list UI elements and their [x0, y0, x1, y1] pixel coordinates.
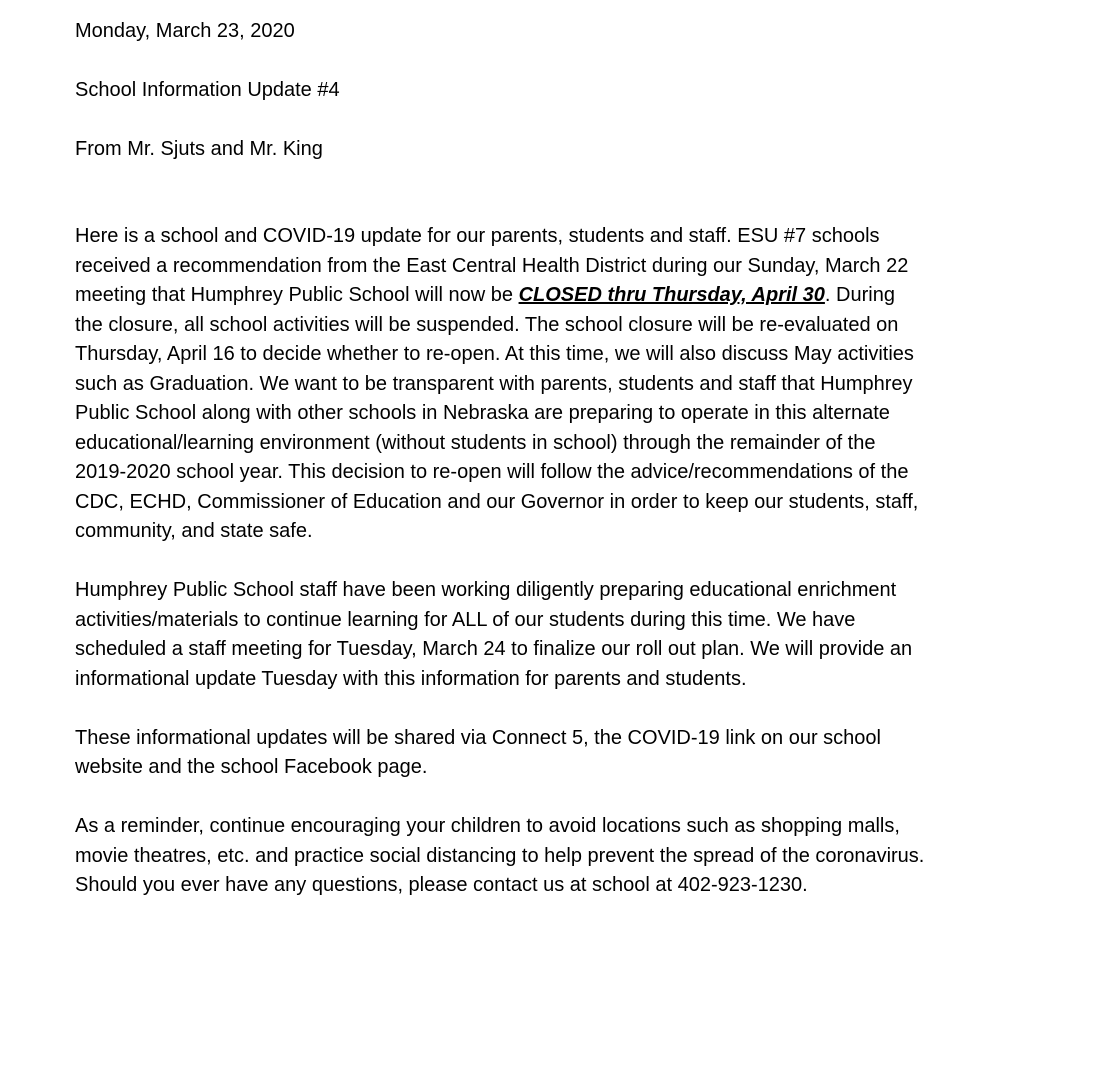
paragraph-closure-update — [75, 222, 1095, 547]
paragraph-line: activities/materials to continue learning for ALL of our students during this time. We have — [75, 608, 856, 631]
paragraph-line: As a reminder, continue encouraging your children to avoid locations such as shopping malls, — [75, 815, 900, 837]
closure-sentence-end: . During — [824, 284, 895, 306]
paragraph-line: Humphrey Public School staff have been working diligently preparing educational enrichment — [75, 579, 897, 601]
paragraph-line: website and the school Facebook page. — [75, 756, 428, 778]
paragraph-line: community, and state safe. — [75, 520, 313, 542]
paragraph-line: the closure, all school activities will be suspended. The school closure will be re-evaluated on — [75, 313, 899, 336]
letter-title: School Information Update #4 — [75, 79, 340, 101]
paragraph-line: These informational updates will be shared via Connect 5, the COVID-19 link on our school — [75, 726, 881, 749]
paragraph-reminder — [75, 812, 1095, 901]
paragraph-staff-preparation — [75, 576, 1095, 694]
paragraph-line: informational update Tuesday with this information for parents and students. — [75, 667, 747, 690]
paragraph-sharing-channels — [75, 724, 1095, 783]
letter-from: From Mr. Sjuts and Mr. King — [75, 138, 323, 160]
paragraph-line: scheduled a staff meeting for Tuesday, March 24 to finalize our roll out plan. We will provide an — [75, 638, 913, 660]
paragraph-line: 2019-2020 school year. This decision to re-open will follow the advice/recommendations of the — [75, 461, 909, 483]
paragraph-line: Thursday, April 16 to decide whether to re-open. At this time, we will also discuss May activities — [75, 343, 914, 365]
paragraph-line: Should you ever have any questions, please contact us at school at 402-923-1230. — [75, 874, 808, 896]
paragraph-line: received a recommendation from the East Central Health District during our Sunday, March 22 — [75, 254, 909, 277]
paragraph-line: such as Graduation. We want to be transparent with parents, students and staff that Humphrey — [75, 372, 913, 395]
paragraph-line: educational/learning environment (without students in school) through the remainder of the — [75, 431, 876, 454]
paragraph-line: CDC, ECHD, Commissioner of Education and our Governor in order to keep our students, staff, — [75, 490, 919, 513]
paragraph-line: Here is a school and COVID-19 update for our parents, students and staff. ESU #7 schools — [75, 225, 880, 247]
closure-emphasis: CLOSED thru Thursday, April 30 — [518, 284, 825, 306]
letter-date: Monday, March 23, 2020 — [75, 20, 295, 42]
paragraph-line — [75, 281, 1095, 311]
letter-page — [75, 16, 1095, 901]
closure-sentence-start: meeting that Humphrey Public School will now be — [75, 284, 519, 306]
paragraph-line: movie theatres, etc. and practice social distancing to help prevent the spread of the coronavirus. — [75, 844, 925, 867]
paragraph-line: Public School along with other schools in Nebraska are preparing to operate in this alternate — [75, 402, 890, 424]
